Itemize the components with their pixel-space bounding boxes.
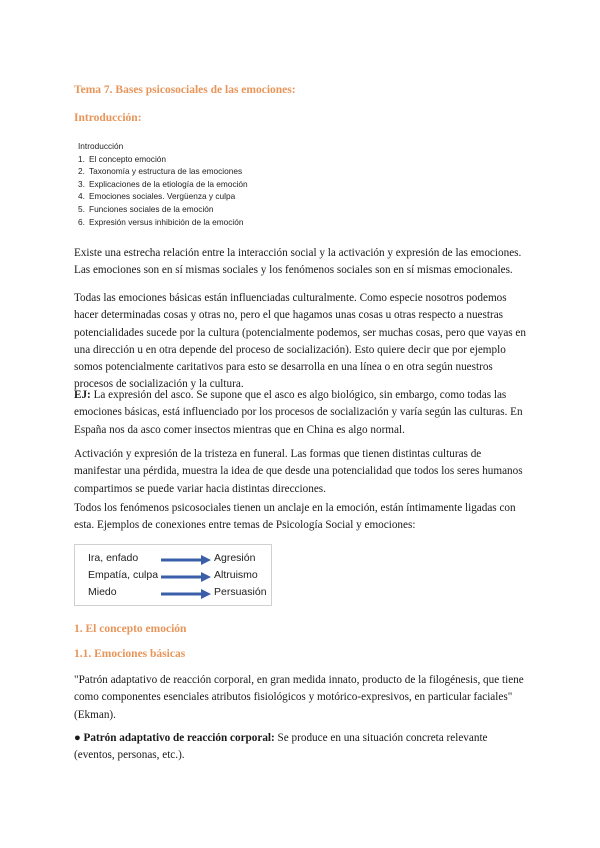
- paragraph-psychosocial-links: Todos los fenómenos psicosociales tienen un anclaje en la emoción, están íntimamente ligadas con esta. Ejemplos de conexiones entre temas de Psicología Social y emociones:: [74, 502, 516, 532]
- paragraph-sadness-funeral: Activación y expresión de la tristeza en funeral. Las formas que tienen distintas culturas de manifestar una pérdida, muestra la idea de que desde una potencialidad que todos los seres humanos compartimos se puede variar hacia distintas direcciones.: [74, 448, 523, 495]
- toc-title: Introducción: [78, 141, 124, 151]
- connection-row: [88, 586, 272, 602]
- toc-item: 4. Emociones sociales. Vergüenza y culpa: [78, 191, 236, 202]
- emotion-label: Ira, enfado: [88, 552, 139, 564]
- right-arrow-icon: [161, 554, 211, 566]
- paragraph-social-interaction: Existe una estrecha relación entre la interacción social y la activación y expresión de las emociones. Las emociones son en sí mismas sociales y los fenómenos sociales son en sí mismas emocionales.: [74, 247, 522, 277]
- bullet-adaptive-pattern: ● Patrón adaptativo de reacción corporal: Se produce en una situación concreta relevante (eventos, personas, etc.).: [74, 732, 488, 762]
- emotion-theme-connections: [74, 544, 272, 606]
- theme-label: Persuasión: [214, 586, 267, 598]
- theme-label: Altruismo: [214, 569, 258, 581]
- intro-heading: Introducción:: [74, 112, 142, 124]
- right-arrow-icon: [161, 571, 211, 583]
- toc-item: 1. El concepto emoción: [78, 153, 167, 164]
- theme-label: Agresión: [214, 552, 256, 564]
- toc-item: 6. Expresión versus inhibición de la emoción: [78, 216, 244, 227]
- paragraph-cultural-influence: Todas las emociones básicas están influenciadas culturalmente. Como especie nosotros podemos hacer determinadas cosas y otras no, pero el que hagamos unas cosas u otras respecto a nuestras potencialidades sucede por la cultura (potencialmente podemos, ser muchas cosas, pero que vayas en una dirección u en otra depende del proceso de socialización). Esto quiere decir que por ejemplo somos potencialmente caritativos para esto se desarrolla en una línea o en otra según nuestros procesos de socialización y la cultura.: [74, 292, 526, 391]
- table-of-contents: [78, 140, 248, 228]
- toc-item: 5. Funciones sociales de la emoción: [78, 203, 214, 214]
- emotion-label: Empatía, culpa: [88, 569, 159, 581]
- toc-item: 2. Taxonomía y estructura de las emociones: [78, 166, 243, 177]
- section-1-1-heading: 1.1. Emociones básicas: [74, 648, 186, 660]
- connection-row: [88, 569, 272, 585]
- section-1-heading: 1. El concepto emoción: [74, 623, 187, 635]
- bullet-label: ● Patrón adaptativo de reacción corporal:: [74, 732, 275, 744]
- paragraph-example-disgust: EJ: La expresión del asco. Se supone que el asco es algo biológico, sin embargo, como todas las emociones básicas, está influenciado por los procesos de socialización y varía según las culturas. En España nos da asco comer insectos mientras que en China es algo normal.: [74, 389, 523, 436]
- right-arrow-icon: [161, 588, 211, 600]
- example-label: EJ:: [74, 389, 91, 401]
- toc-item: 3. Explicaciones de la etiología de la emoción: [78, 178, 248, 189]
- ekman-definition-quote: "Patrón adaptativo de reacción corporal, en gran medida innato, producto de la filogénesis, que tiene como componentes esenciales atributos fisiológicos y motórico-expresivos, en particular faciales" (Ekman).: [74, 674, 524, 721]
- emotion-label: Miedo: [88, 586, 117, 598]
- connection-row: [88, 552, 272, 568]
- document-title: Tema 7. Bases psicosociales de las emociones:: [74, 84, 296, 96]
